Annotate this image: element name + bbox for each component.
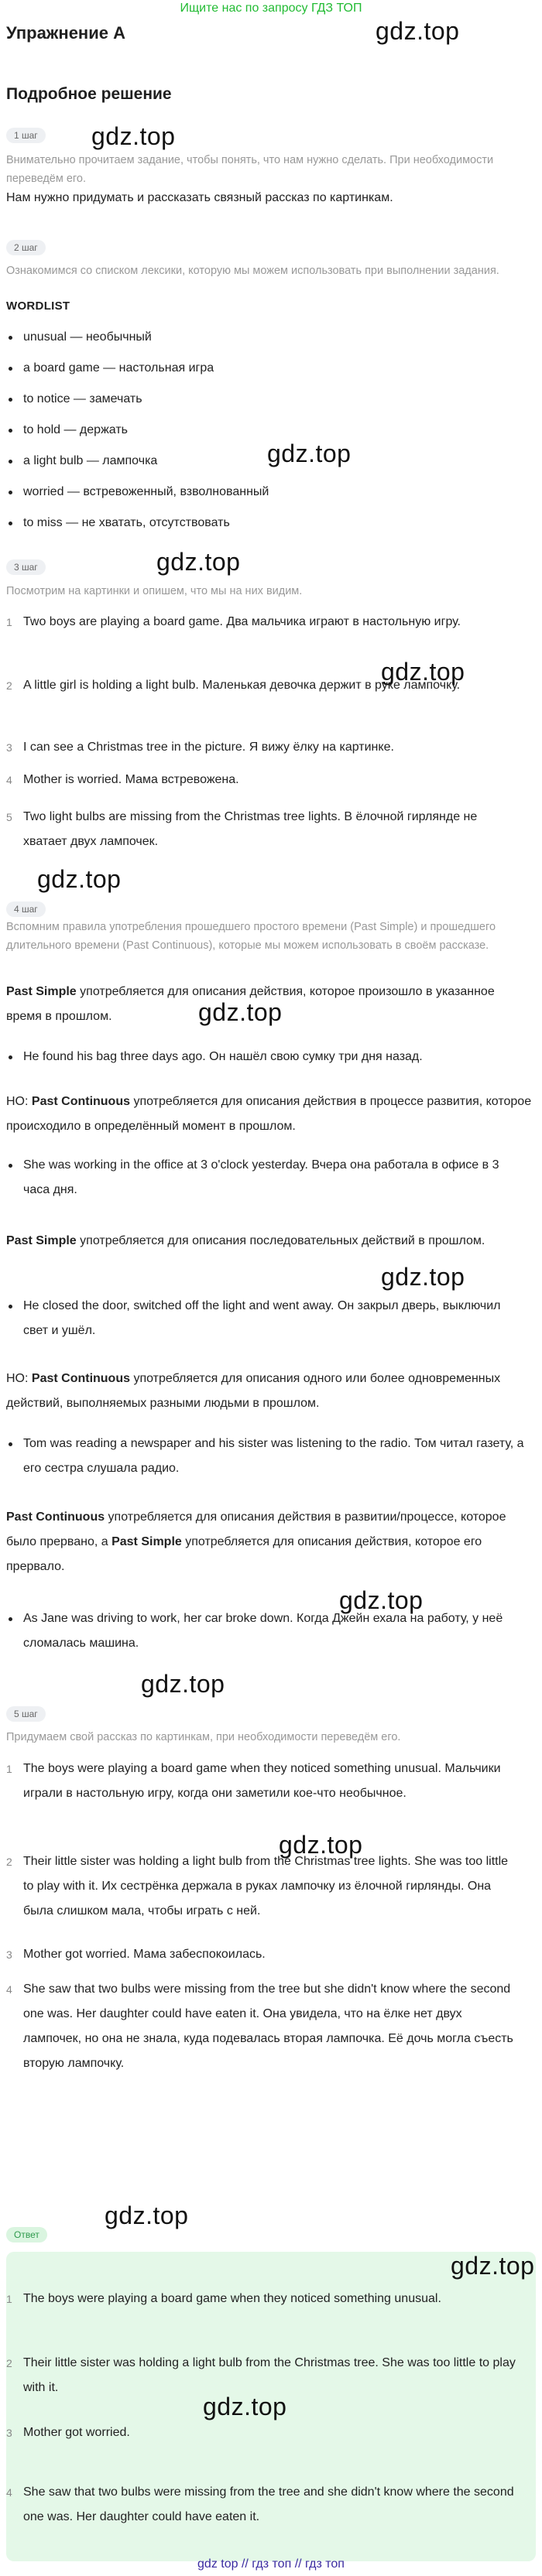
rule-example: She was working in the office at 3 o'clock yesterday. Вчера она работала в офисе в 3 часа дня. [23, 1153, 527, 1202]
item-text: Mother got worried. Мама забеспокоилась. [23, 1948, 266, 1961]
footer-links[interactable]: gdz top // гдз топ // гдз топ [197, 2557, 345, 2571]
step-badge-5: 5 шаг [6, 1706, 46, 1722]
item-number: 2 [6, 679, 12, 692]
item-number: 3 [6, 2427, 12, 2439]
item-number: 1 [6, 2293, 12, 2305]
rule-text: употребляется для описания одного или более одновременных действий, выполняемых разными людьми в прошлом. [6, 1372, 501, 1410]
watermark: gdz.top [267, 440, 352, 467]
item-text: Mother is worried. Мама встревожена. [23, 773, 239, 786]
item-text: Their little sister was holding a light bulb from the Christmas tree lights. She was too little to play with it. Их сестрёнка держала в руках лампочку из ёлочной гирлянды. Она была слишком мала, чтобы играть с ней. [23, 1855, 509, 1917]
watermark: gdz.top [376, 17, 460, 45]
numbered-item [6, 673, 519, 698]
rule-term: Past Continuous [31, 1372, 130, 1385]
rule-example: Tom was reading a newspaper and his sister was listening to the radio. Том читал газету, а его сестра слушала радио. [23, 1432, 527, 1481]
step-1-description: Внимательно прочитаем задание, чтобы понять, что нам нужно сделать. При необходимости переведём его. [6, 154, 494, 185]
rule-4 [6, 1367, 533, 1416]
item-number: 2 [6, 1856, 12, 1868]
numbered-item [6, 1757, 519, 1806]
search-banner[interactable]: Ищите нас по запросу ГДЗ ТОП [180, 2, 362, 15]
item-number: 5 [6, 811, 12, 823]
watermark: gdz.top [156, 548, 241, 576]
numbered-item [6, 1942, 519, 1967]
step-5-description: Придумаем свой рассказ по картинкам, при необходимости переведём его. [6, 1731, 401, 1743]
section-title: Подробное решение [6, 85, 172, 103]
step-3-description: Посмотрим на картинки и опишем, что мы на них видим. [6, 585, 303, 597]
rule-term: Past Continuous [6, 1510, 105, 1524]
item-text: She saw that two bulbs were missing from the tree but she didn't know where the second one was. Her daughter could have eaten it. Она увидела, что на ёлке нет двух лампочек, но она не знала, куда подевалась вторая лампочка. Её дочь могла съесть вторую лампочку. [23, 1982, 513, 2070]
step-1-text: Нам нужно придумать и рассказать связный рассказ по картинкам. [6, 191, 393, 204]
watermark: gdz.top [279, 1831, 363, 1859]
watermark: gdz.top [198, 998, 283, 1026]
numbered-item [6, 1849, 519, 1924]
answer-badge: Ответ [6, 2227, 47, 2242]
step-badge-1: 1 шаг [6, 128, 46, 143]
item-text: Mother got worried. [23, 2426, 130, 2439]
item-text: Two light bulbs are missing from the Christmas tree lights. В ёлочной гирлянде не хватает двух лампочек. [23, 810, 478, 848]
rule-text: употребляется для описания действия в развитии/процессе, которое было прервано, а [6, 1510, 506, 1548]
rule-5 [6, 1505, 533, 1579]
page-title: Упражнение A [6, 23, 125, 43]
item-text: I can see a Christmas tree in the picture. Я вижу ёлку на картинке. [23, 741, 394, 754]
rule-text: употребляется для описания действия, которое его прервало. [6, 1535, 482, 1573]
item-text: The boys were playing a board game when they noticed something unusual. Мальчики играли в настольную игру, когда они заметили кое-что необычное. [23, 1762, 501, 1800]
wordlist-item: a board game — настольная игра [23, 356, 527, 381]
wordlist-item: a light bulb — лампочка [23, 449, 527, 474]
rule-term: Past Simple [6, 1234, 77, 1247]
numbered-item [6, 1977, 519, 2076]
numbered-item [6, 735, 519, 760]
numbered-item [6, 610, 519, 635]
item-number: 3 [6, 741, 12, 754]
wordlist-item: to notice — замечать [23, 387, 527, 412]
item-text: A little girl is holding a light bulb. Маленькая девочка держит в руке лампочку. [23, 679, 461, 692]
numbered-item [6, 768, 519, 792]
item-number: 4 [6, 1983, 12, 1996]
rule-2 [6, 1090, 533, 1139]
rule-text: употребляется для описания последовательных действий в прошлом. [76, 1234, 485, 1247]
item-text: She saw that two bulbs were missing from the tree and she didn't know where the second one was. Her daughter could have eaten it. [23, 2485, 514, 2523]
item-number: 3 [6, 1948, 12, 1961]
watermark: gdz.top [91, 122, 176, 150]
answer-item [6, 2420, 519, 2445]
wordlist-item: worried — встревоженный, взволнованный [23, 480, 527, 505]
step-badge-2: 2 шаг [6, 240, 46, 255]
item-number: 2 [6, 2357, 12, 2369]
watermark: gdz.top [339, 1586, 424, 1614]
rule-term: Past Continuous [31, 1095, 130, 1108]
rule-example: He closed the door, switched off the light and went away. Он закрыл дверь, выключил свет и ушёл. [23, 1294, 527, 1343]
wordlist-item: unusual — необычный [23, 325, 527, 350]
rule-prefix: НО: [6, 1095, 32, 1108]
step-badge-4: 4 шаг [6, 901, 46, 917]
item-number: 1 [6, 616, 12, 628]
answer-item [6, 2480, 519, 2530]
wordlist-item: to miss — не хватать, отсутствовать [23, 511, 527, 535]
wordlist-item: to hold — держать [23, 418, 527, 443]
item-number: 4 [6, 774, 12, 786]
rule-text: употребляется для описания действия в процессе развития, которое происходило в определённый момент в прошлом. [6, 1095, 532, 1133]
rule-example: He found his bag three days ago. Он нашёл свою сумку три дня назад. [23, 1045, 527, 1069]
step-2-description: Ознакомимся со списком лексики, которую мы можем использовать при выполнении задания. [6, 265, 499, 277]
watermark: gdz.top [381, 658, 465, 686]
step-badge-3: 3 шаг [6, 559, 46, 575]
rule-term: Past Simple [6, 985, 77, 998]
watermark: gdz.top [37, 865, 122, 893]
rule-3 [6, 1229, 533, 1254]
item-number: 4 [6, 2486, 12, 2499]
rule-term: Past Simple [111, 1535, 182, 1548]
wordlist-title: WORDLIST [6, 299, 70, 313]
item-text: Their little sister was holding a light bulb from the Christmas tree. She was too little to play with it. [23, 2356, 516, 2394]
item-number: 1 [6, 1763, 12, 1775]
step-4-description: Вспомним правила употребления прошедшего простого времени (Past Simple) и прошедшего длительного времени (Past Continuous), которые мы можем использовать в своём рассказе. [6, 921, 496, 952]
watermark: gdz.top [451, 2252, 535, 2280]
watermark: gdz.top [105, 2201, 189, 2229]
watermark: gdz.top [203, 2393, 287, 2420]
rule-text: употребляется для описания действия, которое произошло в указанное время в прошлом. [6, 985, 495, 1023]
rule-example: As Jane was driving to work, her car broke down. Когда Джейн ехала на работу, у неё сломалась машина. [23, 1606, 527, 1656]
answer-item [6, 2287, 519, 2311]
numbered-item [6, 805, 519, 854]
watermark: gdz.top [141, 1670, 225, 1698]
item-text: Two boys are playing a board game. Два мальчика играют в настольную игру. [23, 615, 461, 628]
item-text: The boys were playing a board game when they noticed something unusual. [23, 2292, 441, 2305]
watermark: gdz.top [381, 1263, 465, 1291]
rule-prefix: НО: [6, 1372, 32, 1385]
